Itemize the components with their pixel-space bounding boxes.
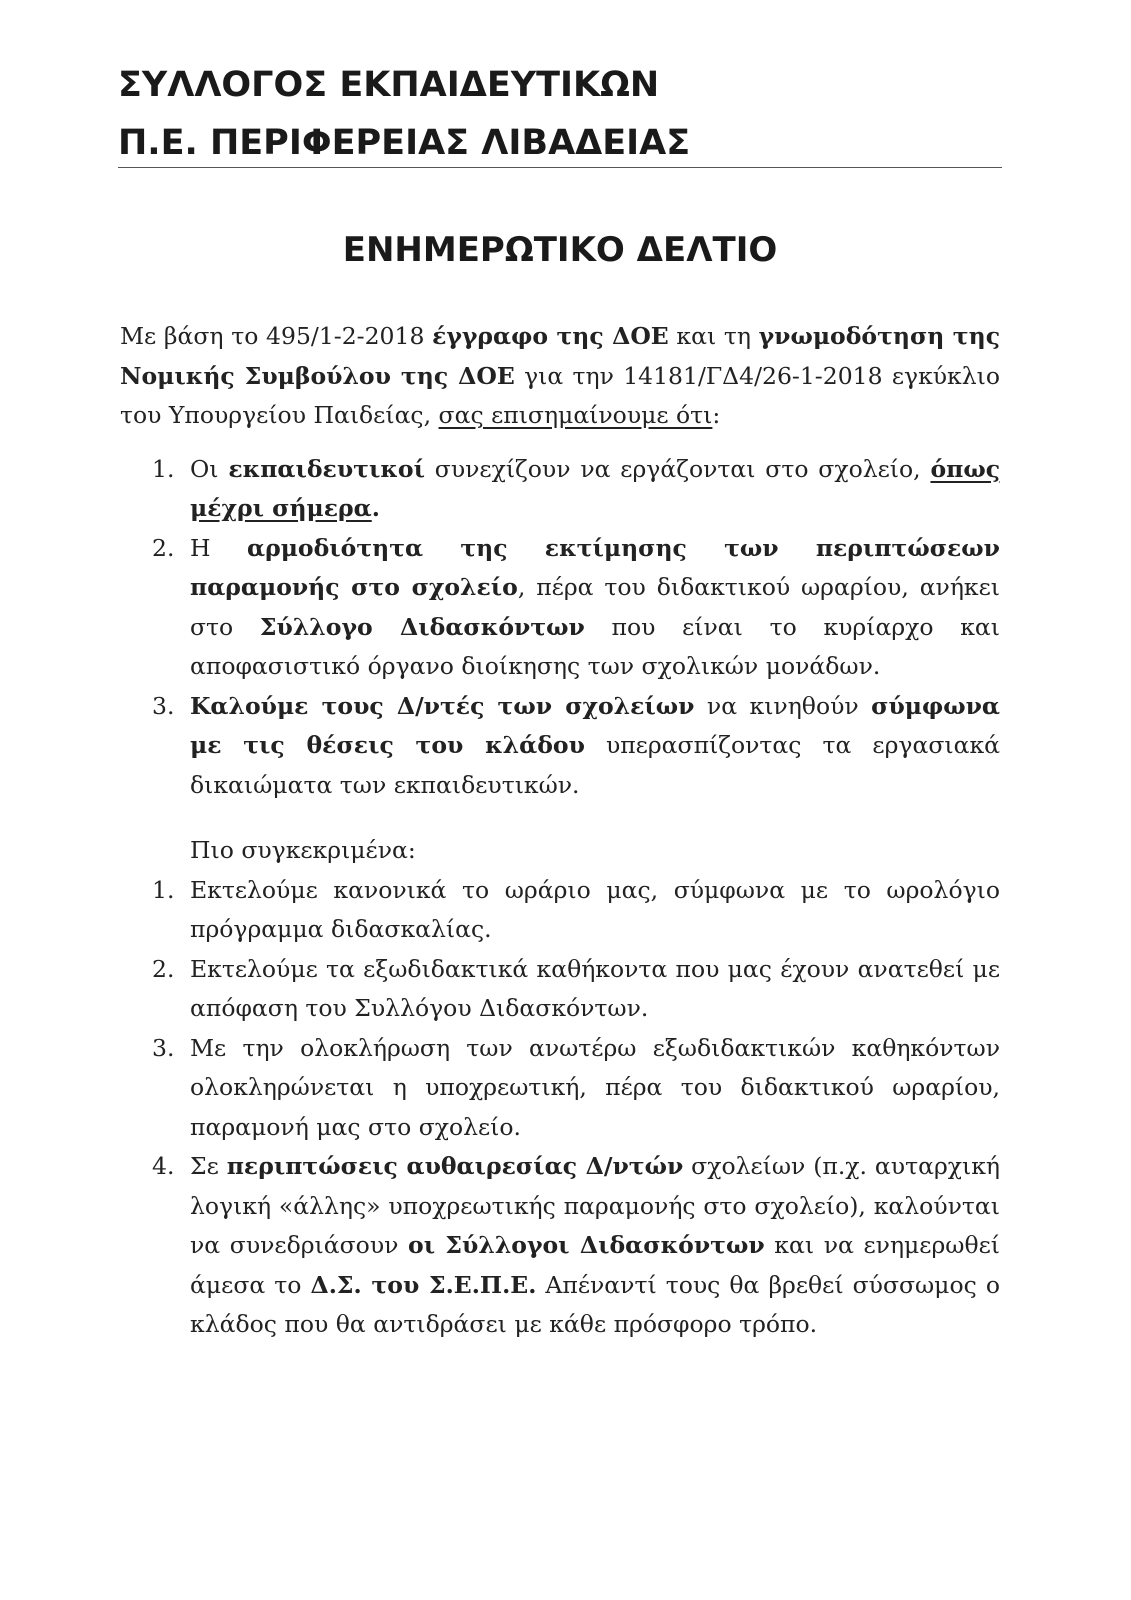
list-item [120, 1147, 1000, 1345]
list-item-bold: . [371, 494, 380, 522]
specifically-heading: Πιο συγκεκριμένα: [190, 836, 416, 864]
intro-text-2: και τη [668, 322, 759, 350]
list-item [120, 450, 1000, 529]
intro-bold-legal-opinion: γνωμοδότηση της Νομικής Συμβούλου της ΔΟΕ [120, 322, 1000, 390]
header-line-1: ΣΥΛΛΟΓΟΣ ΕΚΠΑΙΔΕΥΤΙΚΩΝ [118, 65, 660, 105]
list-item-text: Σε [190, 1152, 227, 1180]
list-item-text: Εκτελούμε κανονικά το ωράριο μας, σύμφωνα με το ωρολόγιο πρόγραμμα διδασκαλίας. [190, 875, 1000, 943]
list-item-text: σχολείων (π.χ. αυταρχική λογική «άλλης» υποχρεωτικής παραμονής στο σχολείο), καλούνται να συνεδριάσουν [190, 1152, 1000, 1259]
intro-text-1: Με βάση το 495/1-2-2018 [120, 322, 433, 350]
main-points-list [120, 450, 1000, 806]
document-body [120, 317, 1000, 1345]
intro-paragraph [120, 317, 1000, 436]
list-item [120, 529, 1000, 687]
list-item-text: υπερασπίζοντας τα εργασιακά δικαιώματα των εκπαιδευτικών. [190, 731, 1001, 799]
intro-text-3: για την 14181/ΓΔ4/26-1-2018 εγκύκλιο του Υπουργείου Παιδείας, [120, 361, 1001, 429]
list-item-text: να κινηθούν [694, 691, 872, 720]
list-item-bold: Καλούμε τους Δ/ντές των σχολείων [190, 691, 695, 720]
document-title: ΕΝΗΜΕΡΩΤΙΚΟ ΔΕΛΤΙΟ [342, 230, 778, 270]
list-item-bold: σύμφωνα με τις θέσεις του κλάδου [190, 691, 1000, 759]
list-item-bold: αρμοδιότητα της εκτίμησης των περιπτώσεων παραμονής στο σχολείο [190, 533, 1000, 601]
list-item-bold: περιπτώσεις αυθαιρεσίας Δ/ντών [226, 1152, 684, 1180]
list-item-bold: εκπαιδευτικοί [228, 454, 425, 483]
list-item [120, 687, 1000, 806]
intro-underlined-note: σας επισημαίνουμε ότι [438, 401, 713, 429]
list-item-number: 2. [152, 533, 175, 562]
list-item [120, 950, 1000, 1029]
list-item-text: Οι [190, 454, 229, 483]
intro-bold-doe-document: έγγραφο της ΔΟΕ [432, 322, 669, 350]
list-item-number: 3. [152, 1033, 175, 1062]
header-divider [118, 167, 1002, 168]
list-item-text: Με την ολοκλήρωση των ανωτέρω εξωδιδακτικών καθηκόντων ολοκληρώνεται η υποχρεωτική, πέρα του διδακτικού ωραρίου, παραμονή μας στο σχολείο. [190, 1033, 1000, 1141]
header-line-2: Π.Ε. ΠΕΡΙΦΕΡΕΙΑΣ ΛΙΒΑΔΕΙΑΣ [118, 123, 691, 163]
list-item-bold: Σύλλογο Διδασκόντων [259, 612, 585, 641]
list-item-number: 4. [152, 1152, 175, 1180]
list-item-text: Εκτελούμε τα εξωδιδακτικά καθήκοντα που μας έχουν ανατεθεί με απόφαση του Συλλόγου Διδασκόντων. [190, 954, 1000, 1022]
list-item-text: , πέρα του διδακτικού ωραρίου, ανήκει στο [190, 573, 1001, 641]
list-item-text: Η [190, 533, 248, 562]
list-item-number: 3. [152, 691, 175, 720]
list-item-number: 2. [152, 954, 175, 983]
list-item-text: που είναι το κυρίαρχο και αποφασιστικό όργανο διοίκησης των σχολικών μονάδων. [190, 612, 1000, 680]
list-item-number: 1. [152, 454, 175, 483]
list-item [120, 1029, 1000, 1148]
intro-text-4: : [712, 401, 721, 429]
list-item-number: 1. [152, 875, 175, 904]
list-item-bold: Δ.Σ. του Σ.Ε.Π.Ε. [310, 1270, 537, 1299]
list-item-text: και να ενημερωθεί άμεσα το [190, 1231, 1000, 1299]
list-item-text: Απέναντί τους θα βρεθεί σύσσωμος ο κλάδος που θα αντιδράσει με κάθε πρόσφορο τρόπο. [190, 1270, 1000, 1338]
association-header [118, 56, 1000, 172]
list-item-bold: οι Σύλλογοι Διδασκόντων [408, 1231, 765, 1259]
list-item-bold-underlined: όπως μέχρι σήμερα [190, 454, 1001, 522]
list-item-text: συνεχίζουν να εργάζονται στο σχολείο, [424, 454, 931, 483]
list-item [120, 871, 1000, 950]
actions-list [120, 871, 1000, 1345]
